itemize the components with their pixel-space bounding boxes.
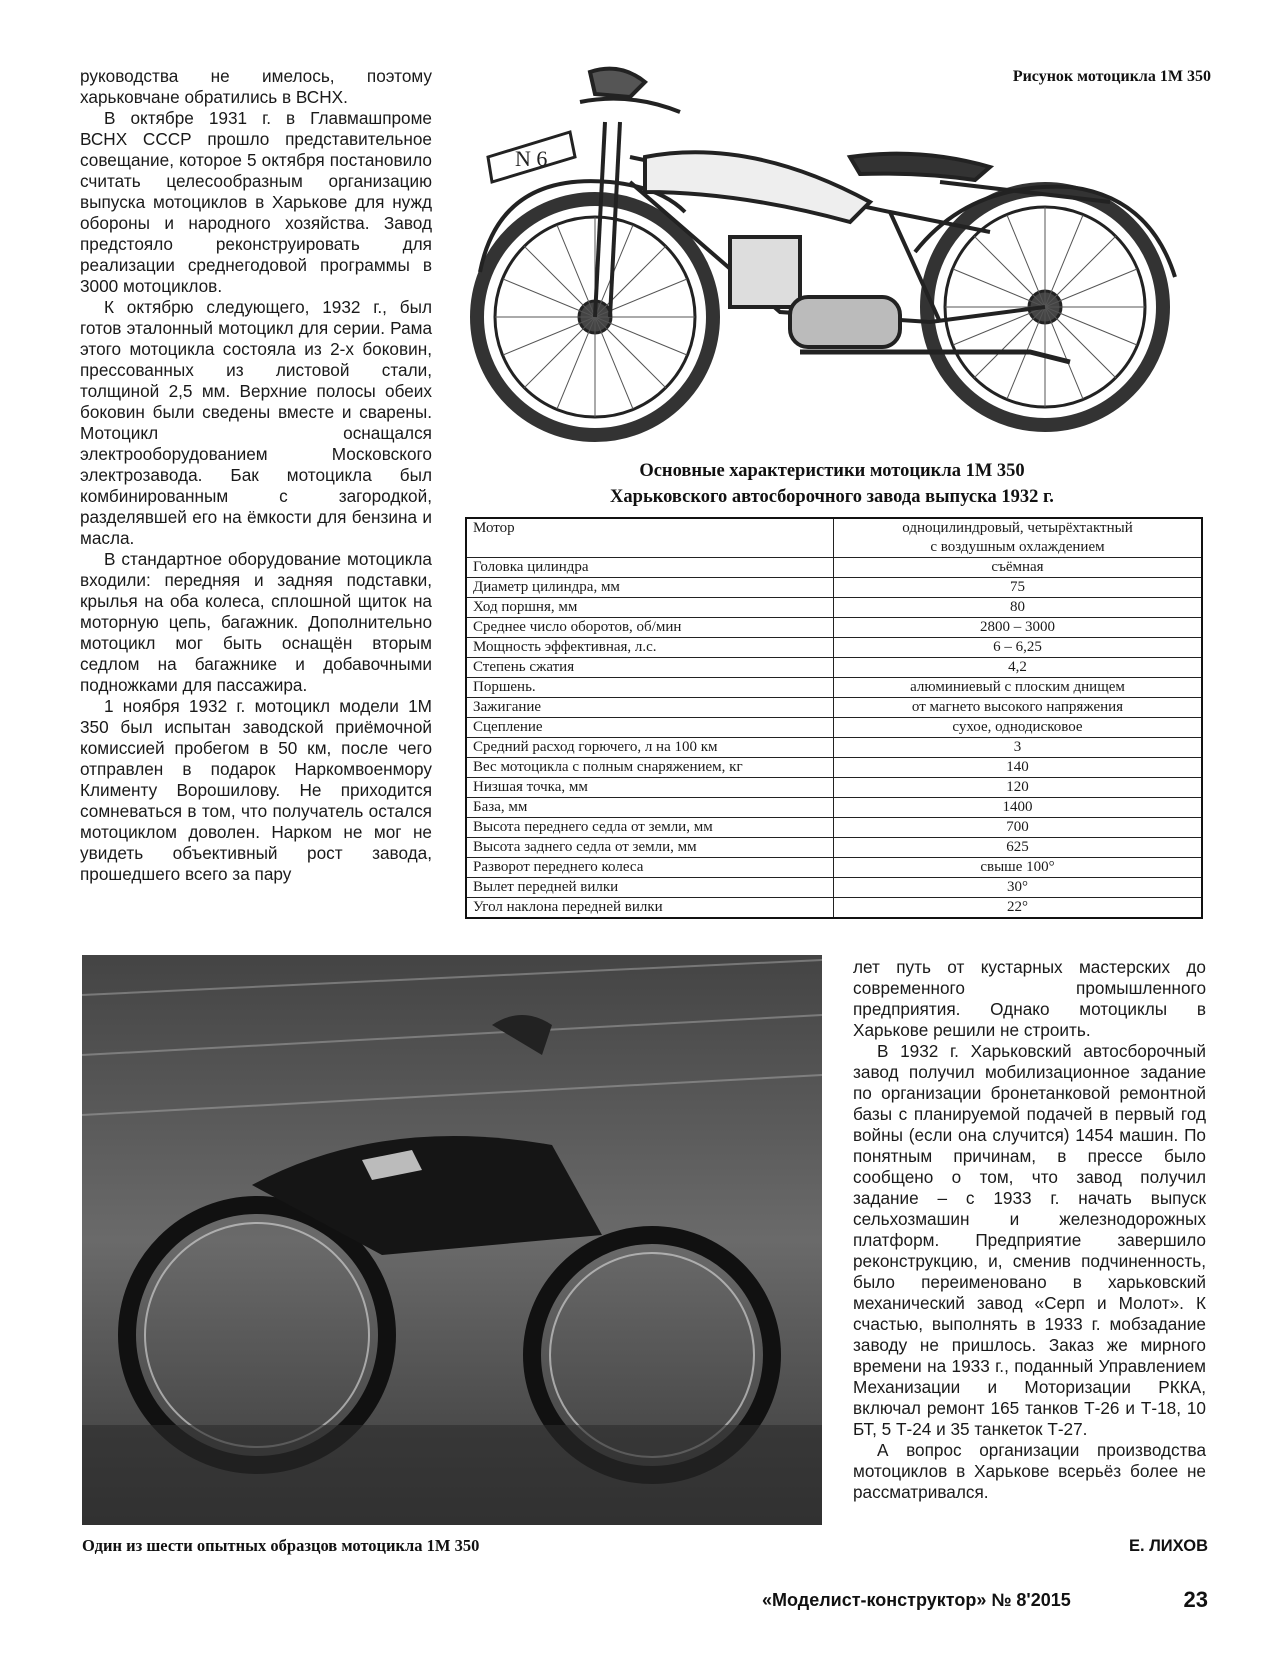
table-row	[466, 798, 1202, 818]
spec-value: 700	[834, 818, 1203, 838]
spec-label: Разворот переднего колеса	[466, 858, 834, 878]
table-row	[466, 818, 1202, 838]
spec-label: Зажигание	[466, 698, 834, 718]
spec-value: 4,2	[834, 658, 1203, 678]
paragraph: В октябре 1931 г. в Главмашпроме ВСНХ СССР прошло представительное совещание, которое 5 октября постановило считать целесообразным организацию выпуска мотоциклов в Харькове для нужд обороны и народного хозяйства. Завод предстояло реконструировать для реализации среднегодовой программы в 3000 мотоциклов.	[80, 108, 432, 296]
table-row	[466, 678, 1202, 698]
motorcycle-drawing	[470, 62, 1210, 462]
paragraph: 1 ноября 1932 г. мотоцикл модели 1М 350 был испытан заводской приёмочной комиссией пробегом в 50 км, после чего отправлен в подарок Наркомвоенмору Клименту Ворошилову. Не приходится сомневаться в том, что получатель остался мотоциклом доволен. Нарком не мог не увидеть объективный рост завода, прошедшего всего за пару	[80, 696, 432, 884]
table-row	[466, 858, 1202, 878]
number-plate	[488, 132, 575, 182]
table-title	[462, 458, 1202, 510]
table-row	[466, 658, 1202, 678]
spec-value-line: одноцилиндровый, четырёхтактный	[902, 520, 1133, 536]
spec-label: Ход поршня, мм	[466, 598, 834, 618]
table-title-line: Харьковского автосборочного завода выпуска 1932 г.	[610, 487, 1054, 507]
spec-value: от магнето высокого напряжения	[834, 698, 1203, 718]
table-row	[466, 618, 1202, 638]
spec-value-line: с воздушным охлаждением	[930, 539, 1105, 555]
spec-label: Мотор	[466, 518, 834, 558]
table-row	[466, 578, 1202, 598]
spec-value: 1400	[834, 798, 1203, 818]
spec-label: Мощность эффективная, л.с.	[466, 638, 834, 658]
paragraph: А вопрос организации производства мотоциклов в Харькове всерьёз более не рассматривался.	[853, 1440, 1206, 1502]
page-number: 23	[1183, 1587, 1208, 1612]
spec-value: съёмная	[834, 558, 1203, 578]
table-row	[466, 778, 1202, 798]
spec-label: Высота заднего седла от земли, мм	[466, 838, 834, 858]
spec-label: Диаметр цилиндра, мм	[466, 578, 834, 598]
table-title-line: Основные характеристики мотоцикла 1М 350	[639, 461, 1025, 481]
spec-label: Средний расход горючего, л на 100 км	[466, 738, 834, 758]
spec-value: 120	[834, 778, 1203, 798]
spec-label: Вес мотоцикла с полным снаряжением, кг	[466, 758, 834, 778]
author: Е. ЛИХОВ	[1129, 1537, 1208, 1555]
table-row	[466, 698, 1202, 718]
spec-label: Низшая точка, мм	[466, 778, 834, 798]
spec-label: Головка цилиндра	[466, 558, 834, 578]
paragraph: руководства не имелось, поэтому харьковчане обратились в ВСНХ.	[80, 66, 432, 107]
table-row	[466, 758, 1202, 778]
table-row	[466, 738, 1202, 758]
photo-motorcycle	[82, 955, 822, 1525]
table-row	[466, 558, 1202, 578]
paragraph: лет путь от кустарных мастерских до современного промышленного предприятия. Однако мотоциклы в Харькове решили не строить.	[853, 957, 1206, 1040]
spec-value: сухое, однодисковое	[834, 718, 1203, 738]
paragraph: К октябрю следующего, 1932 г., был готов эталонный мотоцикл для серии. Рама этого мотоцикла состояла из 2-х боковин, прессованных из листовой стали, толщиной 2,5 мм. Верхние полосы обеих боковин были сведены вместе и сварены. Мотоцикл оснащался электрооборудованием Московского электрозавода. Бак мотоцикла был комбинированным с загородкой, разделявшей его на ёмкости для бензина и масла.	[80, 297, 432, 548]
paragraph: В 1932 г. Харьковский автосборочный завод получил мобилизационное задание по организации бронетанковой ремонтной базы с планируемой подачей в первый год войны (если она случится) 1454 машин. По понятным причинам, в прессе было сообщено о том, что завод получил задание – с 1933 г. начать выпуск сельхозмашин и железнодорожных платформ. Предприятие завершило реконструкцию, и, сменив подчиненность, было переименовано в харьковский механический завод «Серп и Молот». К счастью, выполнять в 1933 г. мобзадание заводу не пришлось. Заказ же мирного времени на 1933 г., поданный Управлением Механизации и Моторизации РККА, включал ремонт 165 танков Т-26 и Т-18, 10 БТ, 5 Т-24 и 35 танкеток Т-27.	[853, 1041, 1206, 1439]
table-row	[466, 638, 1202, 658]
spec-value: свыше 100°	[834, 858, 1203, 878]
photo-caption: Один из шести опытных образцов мотоцикла 1М 350	[82, 1536, 480, 1555]
left-text-column	[80, 66, 432, 885]
spec-label: Среднее число оборотов, об/мин	[466, 618, 834, 638]
spec-value: 625	[834, 838, 1203, 858]
table-row	[466, 718, 1202, 738]
spec-label: Степень сжатия	[466, 658, 834, 678]
spec-value	[834, 518, 1203, 558]
spec-label: Угол наклона передней вилки	[466, 898, 834, 919]
table-row	[466, 898, 1202, 919]
spec-value: 3	[834, 738, 1203, 758]
table-row	[466, 838, 1202, 858]
spec-label: Сцепление	[466, 718, 834, 738]
spec-value: 30°	[834, 878, 1203, 898]
spec-value: 2800 – 3000	[834, 618, 1203, 638]
spec-value: 80	[834, 598, 1203, 618]
specs-table	[465, 517, 1203, 919]
table-row	[466, 878, 1202, 898]
spec-value: 140	[834, 758, 1203, 778]
table-row	[466, 598, 1202, 618]
magazine-footer: «Моделист-конструктор» № 8'2015	[762, 1590, 1071, 1610]
paragraph: В стандартное оборудование мотоцикла входили: передняя и задняя подставки, крылья на оба колеса, сплошной щиток на моторную цепь, багажник. Дополнительно мотоцикл мог быть оснащён вторым седлом на багажнике и добавочными подножками для пассажира.	[80, 549, 432, 695]
plate-text: N 6	[515, 146, 548, 171]
spec-value: 22°	[834, 898, 1203, 919]
spec-label: База, мм	[466, 798, 834, 818]
spec-value: 75	[834, 578, 1203, 598]
spec-value: алюминиевый с плоским днищем	[834, 678, 1203, 698]
table-row	[466, 518, 1202, 558]
drawing-caption: Рисунок мотоцикла 1М 350	[1012, 68, 1211, 85]
spec-label: Высота переднего седла от земли, мм	[466, 818, 834, 838]
spec-value: 6 – 6,25	[834, 638, 1203, 658]
spec-label: Поршень.	[466, 678, 834, 698]
right-text-column	[853, 957, 1206, 1503]
spec-label: Вылет передней вилки	[466, 878, 834, 898]
